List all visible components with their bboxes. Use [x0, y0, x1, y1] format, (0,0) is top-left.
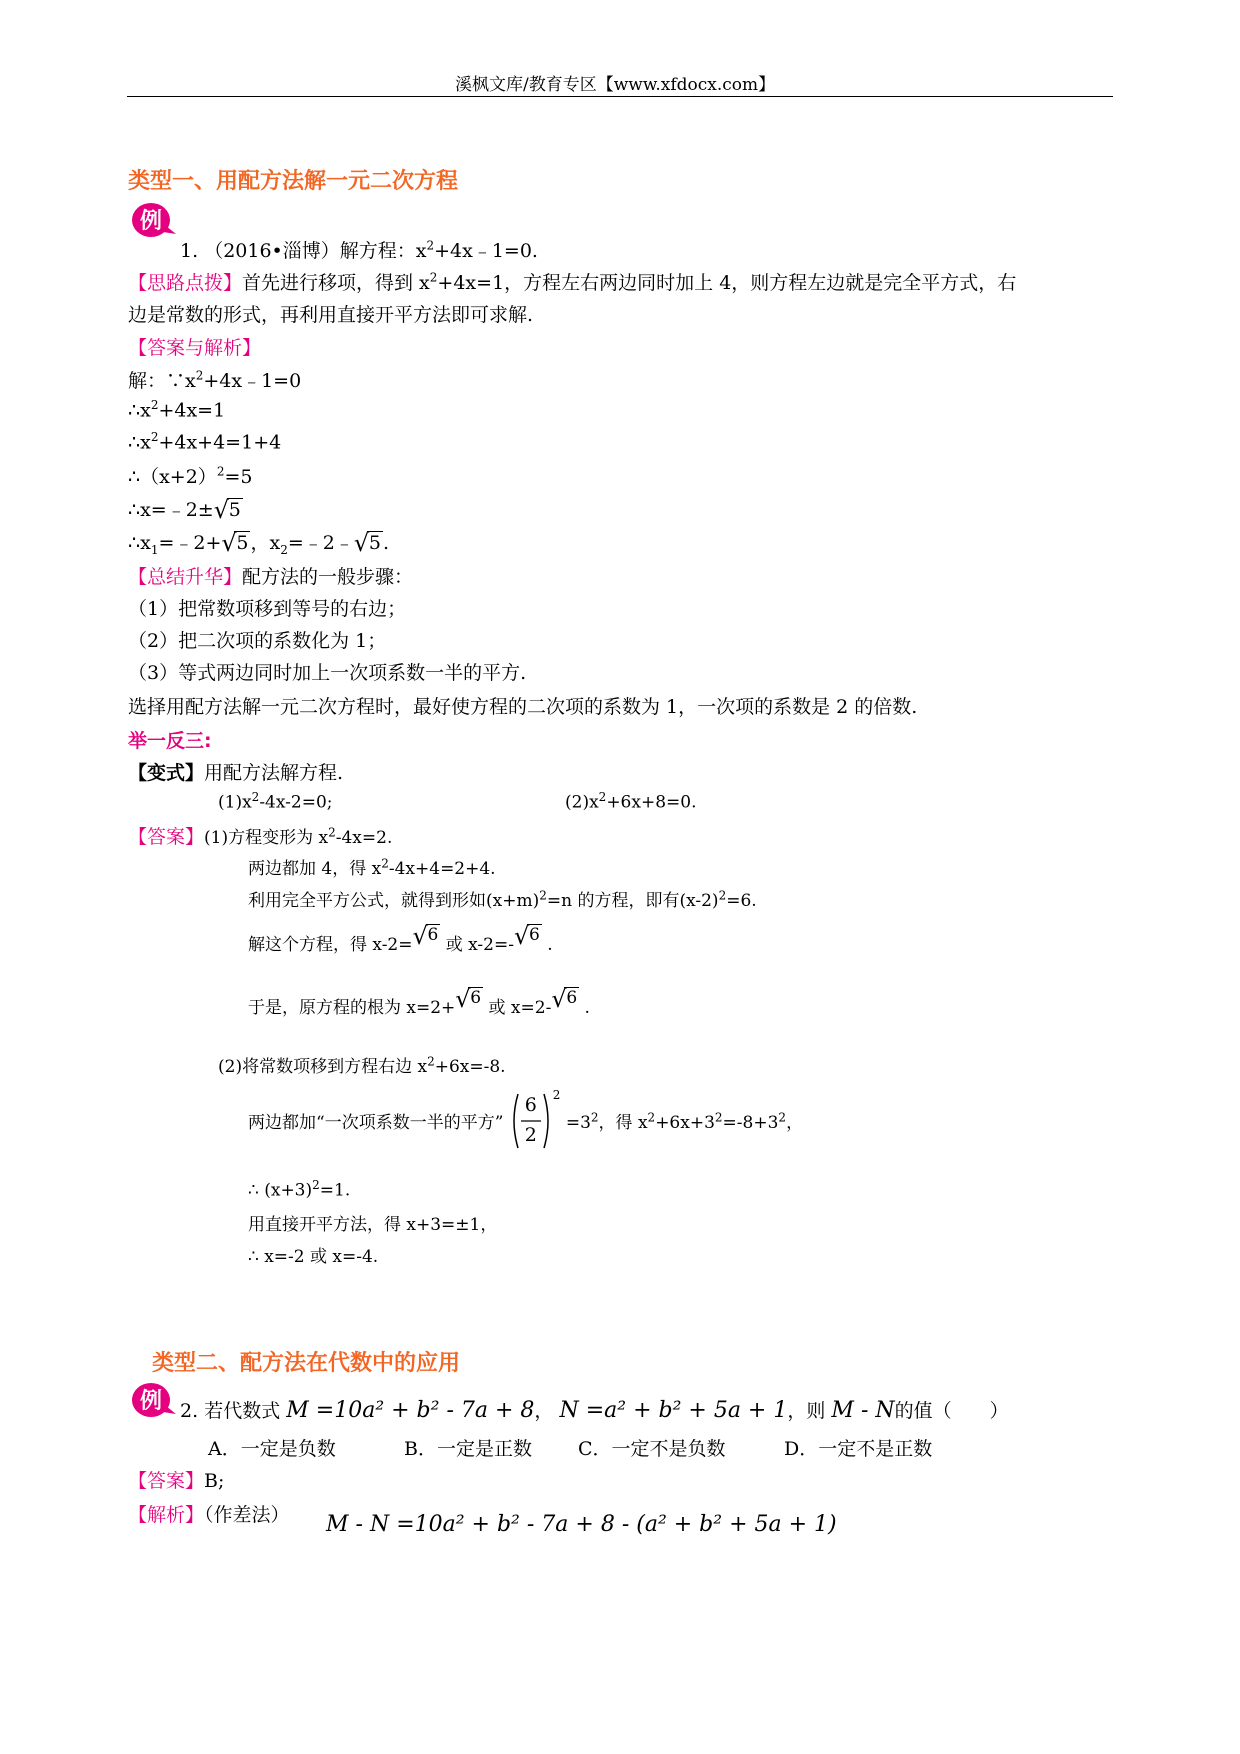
option-c[interactable]: C．一定不是负数: [578, 1438, 726, 1460]
sqrt-icon: √ 5: [221, 532, 250, 554]
section-title-1: 类型一、用配方法解一元二次方程: [128, 169, 459, 194]
sqrt-icon: √ 6: [551, 988, 579, 1008]
answer-line-7: 两边都加“一次项系数一半的平方” 6 2 $^2 =3^2$，得 $x^2+6x+3^2=-8+3^2$，: [248, 1088, 803, 1148]
page-header: 溪枫文库/教育专区【www.xfdocx.com】: [455, 75, 776, 95]
sqrt-icon: √ 6: [514, 925, 542, 945]
answer-line-9: 用直接开平方法，得 x+3=±1，: [248, 1215, 498, 1235]
expr-M: M =10a² + b² - 7a + 8: [286, 1398, 535, 1423]
answer-line-3: 利用完全平方公式，就得到形如$(x+m)^2=n$ 的方程，即有$(x-2)^2=6$.: [248, 888, 757, 911]
answer-line-10: ∴ x=-2 或 x=-4.: [248, 1247, 379, 1267]
problem-1: 1. （2016•淄博）解方程：$x^2+4x﹣1=0$.: [180, 238, 538, 262]
summary-item: （2）把二次项的系数化为 1；: [128, 630, 387, 652]
solution-step: $\therefore(x+2)^2=5$: [128, 464, 253, 488]
solution-step: ∴x=﹣2±√ 5: [128, 495, 243, 522]
hint-line-2: 边是常数的形式，再利用直接开平方法即可求解.: [128, 304, 534, 326]
expr-N: N =a² + b² + 5a + 1: [559, 1398, 788, 1423]
sqrt-icon: √ 5: [214, 499, 243, 521]
hint-label: 【思路点拨】: [128, 272, 243, 294]
analysis-line: 【解析】（作差法）: [128, 1504, 290, 1526]
example-badge-icon: [130, 1380, 176, 1420]
solution-step: $\therefore x^2+4x+4=1+4$: [128, 430, 282, 454]
solution-step: $\therefore x^2+4x=1$: [128, 398, 226, 422]
sqrt-icon: √ 6: [455, 988, 483, 1008]
section-title-2: 类型二、配方法在代数中的应用: [152, 1351, 461, 1376]
summary-item: （3）等式两边同时加上一次项系数一半的平方.: [128, 662, 527, 684]
answer-label: 【答案】: [128, 1470, 205, 1492]
summary-item: （1）把常数项移到等号的右边；: [128, 598, 407, 620]
analysis-label: 【解析】: [128, 1504, 205, 1526]
variant-q2: $(2)x^2+6x+8=0$.: [565, 790, 697, 813]
problem-2: 2. 若代数式 M =10a² + b² - 7a + 8， N =a² + b² + 5a + 1，则 M - N的值（ ）: [180, 1398, 1009, 1423]
header-rule: [127, 96, 1113, 97]
answer-analysis-label: 【答案与解析】: [128, 337, 262, 359]
option-b[interactable]: B．一定是正数: [404, 1438, 532, 1460]
solution-step: 解：$\because x^2+4x﹣1=0$: [128, 368, 302, 392]
summary-note: 选择用配方法解一元二次方程时，最好使方程的二次项的系数为 1，一次项的系数是 2 的倍数.: [128, 696, 918, 718]
answer-line-4: 解这个方程，得 x-2=√ 6 或 x-2=-√ 6 .: [248, 930, 553, 955]
analysis-expression: M - N =10a² + b² - 7a + 8 - (a² + b² + 5a + 1): [326, 1512, 837, 1537]
solution-step-final: $\therefore x_1=﹣2+√$ 5 ，$x_2=﹣2﹣√$ 5 .: [128, 528, 389, 557]
sqrt-icon: √ 6: [413, 925, 441, 945]
hint-line-1: 【思路点拨】首先进行移项，得到 $x^2+4x=1$，方程左右两边同时加上 4，则方程左边就是完全平方式，右: [128, 270, 1017, 294]
answer-line-6: (2)将常数项移到方程右边 $x^2+6x=-8$.: [218, 1054, 506, 1077]
variant-q1: $(1)x^2-4x-2=0$;: [218, 790, 333, 813]
summary-line: 【总结升华】配方法的一般步骤：: [128, 566, 414, 588]
practice-title: 举一反三:: [128, 730, 212, 752]
variant-line: 【变式】用配方法解方程.: [128, 762, 344, 784]
example-badge-icon: [130, 200, 176, 240]
answer-line-1: 【答案】(1)方程变形为 $x^2-4x=2$.: [128, 825, 393, 848]
answer-line-2: 两边都加 4，得 $x^2-4x+4=2+4$.: [248, 856, 496, 879]
option-a[interactable]: A．一定是负数: [208, 1438, 336, 1460]
answer-label: 【答案】: [128, 826, 205, 848]
variant-label: 【变式】: [128, 762, 205, 784]
answer-line-8: ∴ $(x+3)^2=1$.: [248, 1178, 351, 1201]
answer-line-5: 于是，原方程的根为 x=2+√ 6 或 x=2-√ 6 .: [248, 993, 590, 1018]
summary-label: 【总结升华】: [128, 566, 243, 588]
fraction-paren: 6 2: [509, 1090, 553, 1152]
option-d[interactable]: D．一定不是正数: [784, 1438, 933, 1460]
badge-label: 例: [139, 1389, 163, 1414]
badge-label: 例: [139, 209, 163, 234]
expr-M-minus-N: M - N: [831, 1398, 895, 1423]
sqrt-icon: √ 5: [354, 532, 383, 554]
answer-line: 【答案】B;: [128, 1470, 225, 1492]
